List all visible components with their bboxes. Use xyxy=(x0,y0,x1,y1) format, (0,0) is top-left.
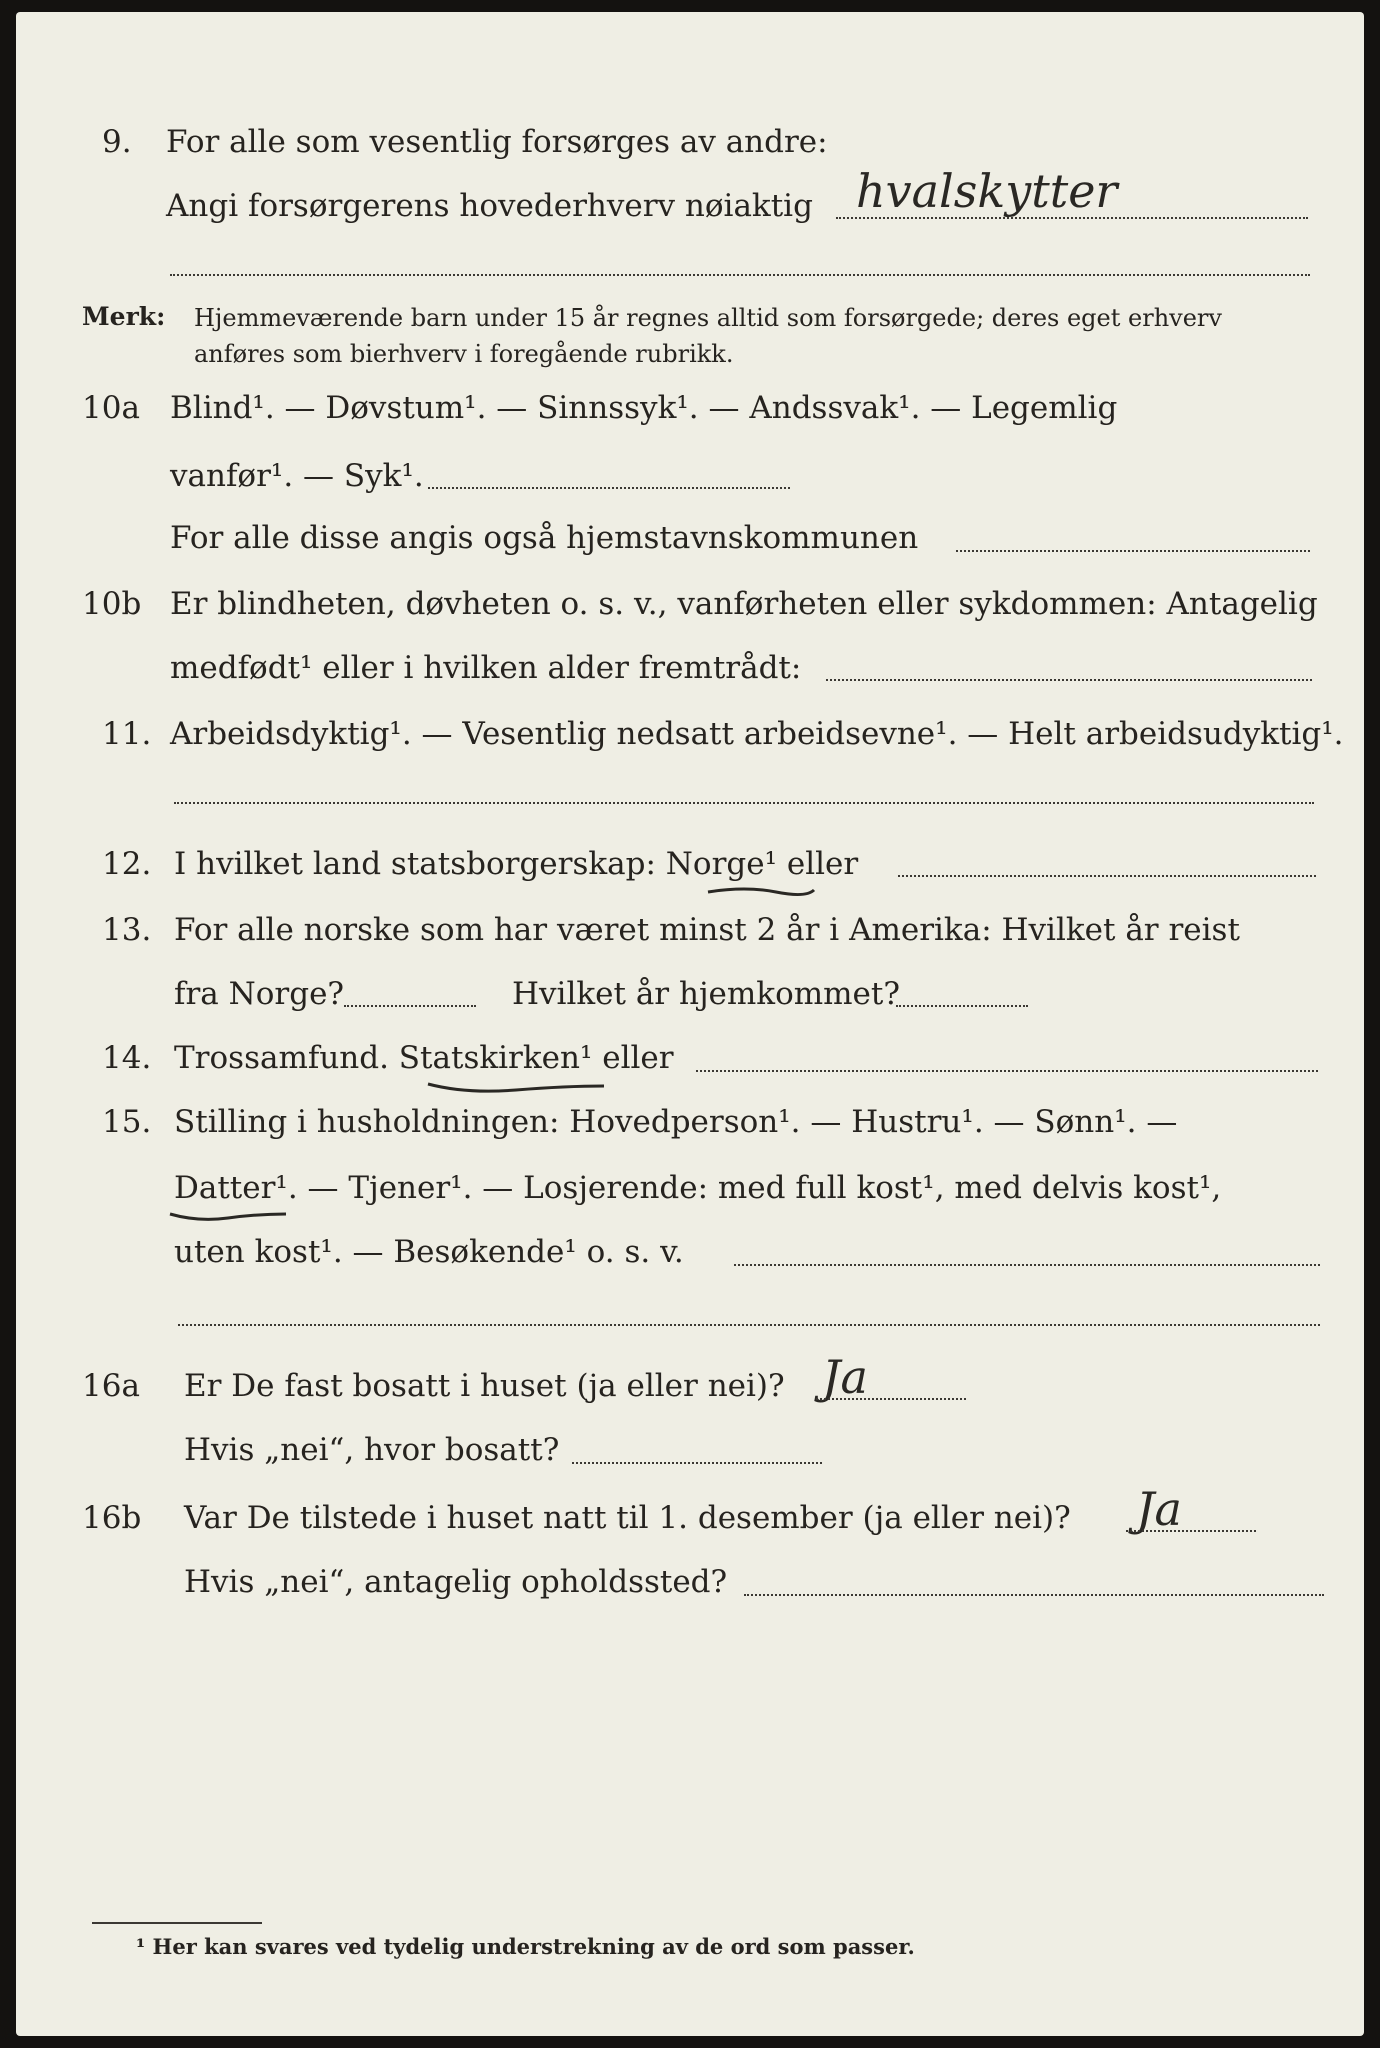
q14-number: 14. xyxy=(102,1040,152,1076)
merk-line1: Hjemmeværende barn under 15 år regnes alltid som forsørgede; deres eget erhverv xyxy=(194,304,1222,332)
q16a-line1: Er De fast bosatt i huset (ja eller nei)? xyxy=(184,1368,785,1404)
q10a-line2: vanfør¹. — Syk¹. xyxy=(170,458,424,494)
q10b-line1: Er blindheten, døvheten o. s. v., vanførheten eller sykdommen: Antagelig xyxy=(170,586,1318,622)
q10b-answer-line xyxy=(826,679,1312,681)
census-form-page xyxy=(16,12,1364,2036)
q9-line2: Angi forsørgerens hovederhverv nøiaktig xyxy=(166,188,813,224)
q15-number: 15. xyxy=(102,1104,152,1140)
q12-line1: I hvilket land statsborgerskap: Norge¹ eller xyxy=(174,846,859,882)
q9-extra-line xyxy=(170,274,1310,276)
footnote-text: ¹ Her kan svares ved tydelig understrekning av de ord som passer. xyxy=(136,1934,915,1959)
q10a-line3: For alle disse angis også hjemstavnskommunen xyxy=(170,520,919,556)
q16b-opholdssted-line xyxy=(744,1594,1324,1596)
q10b-number: 10b xyxy=(82,586,142,622)
q16b-answer-line xyxy=(1126,1530,1256,1532)
q15-extra-line xyxy=(178,1324,1320,1326)
q9-number: 9. xyxy=(102,124,132,160)
q16b-handwritten-answer: Ja xyxy=(1136,1482,1182,1536)
q10a-line1: Blind¹. — Døvstum¹. — Sinnssyk¹. — Andssvak¹. — Legemlig xyxy=(170,390,1118,426)
q12-answer-line xyxy=(898,875,1316,877)
q16a-handwritten-answer: Ja xyxy=(822,1350,868,1404)
q13-line1: For alle norske som har været minst 2 år i Amerika: Hvilket år reist xyxy=(174,912,1240,948)
q12-number: 12. xyxy=(102,846,152,882)
q15-line2: Datter¹. — Tjener¹. — Losjerende: med full kost¹, med delvis kost¹, xyxy=(174,1170,1222,1206)
q11-answer-line xyxy=(174,802,1314,804)
q15-line3: uten kost¹. — Besøkende¹ o. s. v. xyxy=(174,1234,684,1270)
statskirken-underline-mark xyxy=(426,1078,606,1098)
q10a-syk-line xyxy=(428,487,790,489)
q10b-line2: medfødt¹ eller i hvilken alder fremtrådt: xyxy=(170,650,802,686)
q16a-bosatt-line xyxy=(572,1462,822,1464)
q16b-number: 16b xyxy=(82,1500,142,1536)
q10a-kommune-line xyxy=(956,550,1310,552)
merk-line2: anføres som bierhverv i foregående rubrikk. xyxy=(194,340,734,368)
q13-reist-line xyxy=(344,1005,476,1007)
q14-answer-line xyxy=(696,1070,1318,1072)
q13-line2a: fra Norge? xyxy=(174,976,345,1012)
q11-line1: Arbeidsdyktig¹. — Vesentlig nedsatt arbeidsevne¹. — Helt arbeidsudyktig¹. xyxy=(170,716,1344,752)
q16b-line1: Var De tilstede i huset natt til 1. desember (ja eller nei)? xyxy=(184,1500,1071,1536)
q11-number: 11. xyxy=(102,716,152,752)
q16a-number: 16a xyxy=(82,1368,140,1404)
q13-hjemkommet-line xyxy=(896,1005,1028,1007)
footnote-rule xyxy=(92,1922,262,1924)
q9-handwritten-answer: hvalskytter xyxy=(856,164,1118,218)
q9-line1: For alle som vesentlig forsørges av andre: xyxy=(166,124,828,160)
q15-line1: Stilling i husholdningen: Hovedperson¹. — Hustru¹. — Sønn¹. — xyxy=(174,1104,1178,1140)
merk-label: Merk: xyxy=(82,302,166,331)
q15-answer-line xyxy=(734,1264,1320,1266)
q14-line1: Trossamfund. Statskirken¹ eller xyxy=(174,1040,674,1076)
q13-line2b: Hvilket år hjemkommet? xyxy=(512,976,900,1012)
datter-underline-mark xyxy=(168,1208,288,1228)
q10a-number: 10a xyxy=(82,390,140,426)
q16a-answer-line xyxy=(816,1398,966,1400)
norge-underline-mark xyxy=(706,884,816,900)
q13-number: 13. xyxy=(102,912,152,948)
q16a-line2: Hvis „nei“, hvor bosatt? xyxy=(184,1432,560,1468)
q16b-line2: Hvis „nei“, antagelig opholdssted? xyxy=(184,1564,728,1600)
